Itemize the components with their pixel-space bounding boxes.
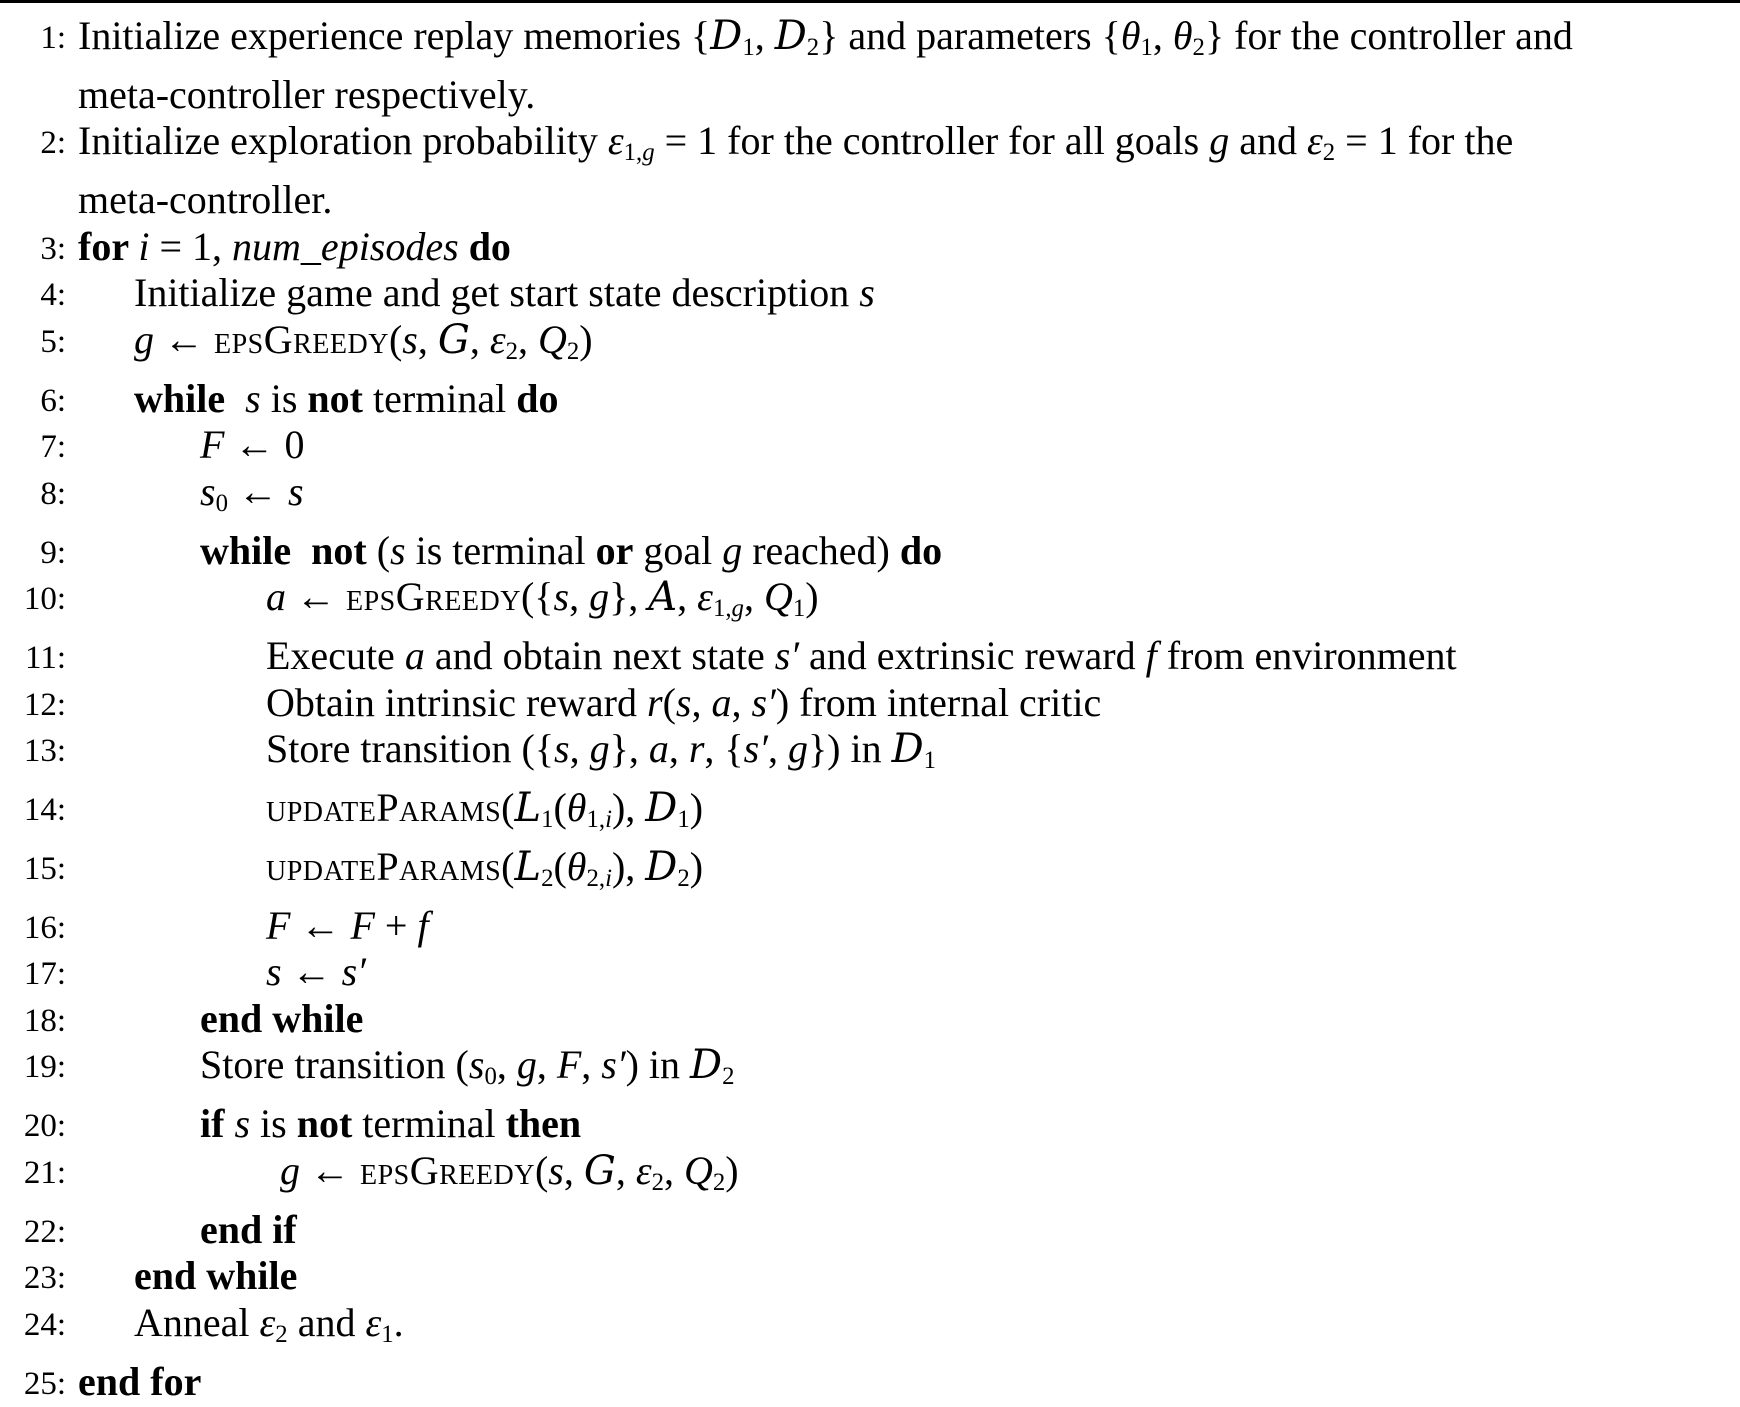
algorithm-line — [0, 118, 1740, 177]
code-segment-i: s — [554, 726, 570, 771]
code-segment-r: ( — [501, 844, 514, 889]
code-segment-b: for — [78, 224, 138, 269]
code-segment-r: ), — [612, 844, 645, 889]
line-number: 20: — [0, 1103, 66, 1150]
algorithm-line — [0, 422, 1740, 469]
algorithm-line — [0, 528, 1740, 575]
line-number: 4: — [0, 272, 66, 319]
code-segment-r: , — [755, 13, 775, 58]
code-segment-r: Initialize game and get start state description — [134, 270, 859, 315]
code-segment-sub: 2 — [1323, 140, 1335, 167]
code-segment-i: ε — [636, 1148, 652, 1193]
algorithm-lines — [0, 13, 1740, 1405]
code-segment-sub: 1 — [1140, 34, 1152, 61]
code-segment-i: s — [554, 574, 570, 619]
code-segment-sub: 2 — [275, 1321, 287, 1348]
code-segment-i: s — [245, 376, 261, 421]
code-segment-sub: 1, — [713, 595, 732, 622]
code-segment-b: do — [900, 528, 942, 573]
code-segment-r: , — [1153, 13, 1173, 58]
code-segment-b: end if — [200, 1207, 297, 1252]
code-segment-i: s — [859, 270, 875, 315]
code-segment-r: ( — [501, 785, 514, 830]
code-segment-sub: 0 — [484, 1064, 496, 1091]
code-segment-i: s — [676, 680, 692, 725]
code-segment-r: goal — [633, 528, 722, 573]
code-segment-i: g — [134, 317, 154, 362]
code-segment-r: }) in — [808, 726, 892, 771]
code-segment-r: , — [537, 1042, 557, 1087]
code-segment-i: θ — [1121, 13, 1141, 58]
algorithm-line — [0, 633, 1740, 680]
code-segment-r: ( — [535, 1148, 548, 1193]
code-segment-r: ← — [228, 469, 288, 514]
code-segment-i: s — [390, 528, 406, 573]
code-segment-i: r — [647, 680, 663, 725]
code-segment-sub: 1 — [677, 806, 689, 833]
algorithm-line — [0, 844, 1740, 903]
code-segment-r: Execute — [266, 633, 405, 678]
line-number: 16: — [0, 905, 66, 952]
code-segment-subi: g — [642, 140, 654, 167]
code-segment-cal: D — [645, 785, 677, 831]
code-segment-cal: D — [892, 726, 924, 772]
code-segment-i: θ — [1173, 13, 1193, 58]
code-segment-r: , — [470, 317, 490, 362]
code-segment-r: }, — [610, 726, 649, 771]
code-segment-r: is — [261, 376, 308, 421]
code-segment-i: g — [280, 1148, 300, 1193]
code-segment-b: end while — [200, 996, 363, 1041]
code-segment-r: is terminal — [406, 528, 596, 573]
code-segment-i: Q — [538, 317, 567, 362]
code-segment-i: s — [469, 1042, 485, 1087]
code-segment-r: ) — [690, 844, 703, 889]
code-segment-r: ), — [612, 785, 645, 830]
algorithm-line — [0, 1253, 1740, 1300]
code-segment-r: } for the controller and — [1205, 13, 1573, 58]
line-number: 7: — [0, 424, 66, 471]
code-segment-r: and — [1229, 118, 1307, 163]
code-segment-i: num_episodes — [232, 224, 459, 269]
code-segment-i: F — [266, 903, 290, 948]
line-number: 18: — [0, 998, 66, 1045]
code-segment-r: , — [616, 1148, 636, 1193]
line-number: 25: — [0, 1361, 66, 1407]
code-segment-r: and extrinsic reward — [799, 633, 1146, 678]
algorithm-line — [0, 996, 1740, 1043]
code-segment-i: ε — [260, 1300, 276, 1345]
code-segment-r: ( — [553, 844, 566, 889]
code-segment-r: Initialize exploration probability — [78, 118, 608, 163]
code-segment-r: is — [250, 1101, 297, 1146]
code-segment-r: ) in — [626, 1042, 690, 1087]
line-number: 23: — [0, 1255, 66, 1302]
code-segment-r: = 1 for the controller for all goals — [655, 118, 1210, 163]
code-segment-r: . — [394, 1300, 404, 1345]
algorithm-line — [0, 270, 1740, 317]
code-segment-cal: A — [648, 574, 677, 620]
code-segment-cal: G — [438, 317, 470, 363]
code-segment-b: do — [516, 376, 558, 421]
code-segment-i: g — [722, 528, 742, 573]
line-number: 12: — [0, 682, 66, 729]
code-segment-sub: 2, — [586, 865, 605, 892]
code-segment-r: ← — [282, 949, 342, 994]
code-segment-sc: updateParams — [266, 844, 501, 889]
code-segment-r: Store transition ( — [200, 1042, 469, 1087]
code-segment-r: ← 0 — [224, 422, 304, 467]
line-number: 17: — [0, 951, 66, 998]
code-segment-i: s — [234, 1101, 250, 1146]
code-segment-b: do — [459, 224, 511, 269]
line-number: 11: — [0, 635, 66, 682]
code-segment-b: end while — [134, 1253, 297, 1298]
algorithm-line — [0, 469, 1740, 528]
code-segment-r: , — [570, 726, 590, 771]
code-segment-cal: L — [515, 844, 542, 890]
code-segment-i: g — [589, 574, 609, 619]
code-segment-b: while — [134, 376, 235, 421]
code-segment-sub: 2 — [541, 865, 553, 892]
code-segment-sub: 2 — [713, 1169, 725, 1196]
code-segment-subi: i — [605, 806, 612, 833]
code-segment-sub: 1 — [742, 34, 754, 61]
code-segment-r: }, — [609, 574, 648, 619]
algorithm-line — [0, 949, 1740, 996]
code-segment-r: ← — [300, 1148, 360, 1193]
line-number: 21: — [0, 1150, 66, 1197]
code-segment-sub: 2 — [652, 1169, 664, 1196]
code-segment-r: , — [669, 726, 689, 771]
code-segment-r: from environment — [1157, 633, 1457, 678]
code-segment-i: g — [517, 1042, 537, 1087]
code-segment-sc: epsGreedy — [360, 1148, 535, 1193]
code-segment-sub: 1 — [924, 747, 936, 774]
code-segment-r — [235, 376, 245, 421]
code-segment-r: Store transition ({ — [266, 726, 554, 771]
algorithm-line — [0, 13, 1740, 72]
code-segment-sub: 1 — [381, 1321, 393, 1348]
line-number: 15: — [0, 846, 66, 893]
code-segment-b: end for — [78, 1359, 201, 1404]
code-segment-i: ε — [697, 574, 713, 619]
code-segment-i: s′ — [751, 680, 775, 725]
line-number: 5: — [0, 319, 66, 366]
code-segment-r: ( — [553, 785, 566, 830]
algorithm-line-continuation — [0, 177, 1740, 224]
code-segment-i: s′ — [744, 726, 768, 771]
algorithm-line — [0, 224, 1740, 271]
code-segment-r: } and parameters — [819, 13, 1101, 58]
line-number: 9: — [0, 530, 66, 577]
code-segment-i: r — [689, 726, 705, 771]
code-segment-i: ε — [1307, 118, 1323, 163]
code-segment-i: s — [288, 469, 304, 514]
code-segment-i: F — [200, 422, 224, 467]
code-segment-i: Q — [684, 1148, 713, 1193]
code-segment-i: f — [1146, 633, 1157, 678]
code-segment-cal: D — [690, 1042, 722, 1088]
code-segment-r: and obtain next state — [425, 633, 775, 678]
algorithm-line — [0, 1207, 1740, 1254]
code-segment-r: , — [569, 574, 589, 619]
code-segment-r: Anneal — [134, 1300, 260, 1345]
code-segment-r: , — [691, 680, 711, 725]
code-segment-r: ← — [154, 317, 214, 362]
code-segment-r: { — [691, 13, 710, 58]
code-segment-subi: i — [605, 865, 612, 892]
code-segment-r: ( — [389, 317, 402, 362]
code-segment-i: g — [788, 726, 808, 771]
algorithm-line — [0, 903, 1740, 950]
line-number: 22: — [0, 1209, 66, 1256]
code-segment-r: terminal — [352, 1101, 505, 1146]
code-segment-b: while not — [200, 528, 377, 573]
code-segment-cal: D — [775, 13, 807, 59]
code-segment-b: not — [307, 376, 363, 421]
code-segment-i: ε — [608, 118, 624, 163]
code-segment-r: reached) — [742, 528, 900, 573]
code-segment-sub: 2 — [677, 865, 689, 892]
code-segment-i: θ — [567, 844, 587, 889]
line-number: 19: — [0, 1044, 66, 1091]
code-segment-i: s — [548, 1148, 564, 1193]
code-segment-i: a — [711, 680, 731, 725]
algorithm-line — [0, 1148, 1740, 1207]
code-segment-sub: 2 — [722, 1064, 734, 1091]
code-segment-sub: 2 — [567, 338, 579, 365]
code-segment-r: ( — [663, 680, 676, 725]
line-number: 1: — [0, 15, 66, 62]
algorithm-line — [0, 317, 1740, 376]
code-segment-r: ) — [579, 317, 592, 362]
algorithm-line — [0, 1359, 1740, 1406]
code-segment-i: Q — [764, 574, 793, 619]
code-segment-i: a — [405, 633, 425, 678]
line-number: 14: — [0, 787, 66, 834]
code-segment-sc: epsGreedy — [214, 317, 389, 362]
code-segment-r: = 1 for the — [1335, 118, 1513, 163]
line-number: 6: — [0, 378, 66, 425]
code-segment-r: ) — [805, 574, 818, 619]
code-segment-r: ({ — [521, 574, 554, 619]
code-segment-i: s — [266, 949, 282, 994]
code-segment-sub: 1, — [624, 140, 643, 167]
code-segment-i: s′ — [601, 1042, 625, 1087]
code-segment-i: F — [350, 903, 374, 948]
code-segment-r: , — [581, 1042, 601, 1087]
code-segment-i: s′ — [342, 949, 366, 994]
code-segment-i: a — [266, 574, 286, 619]
line-number: 24: — [0, 1302, 66, 1349]
code-segment-cal: D — [710, 13, 742, 59]
algorithm-line — [0, 376, 1740, 423]
code-segment-b: not — [297, 1101, 353, 1146]
code-segment-r: { — [1102, 13, 1121, 58]
code-segment-sub: 2 — [807, 34, 819, 61]
algorithm-line-continuation — [0, 72, 1740, 119]
code-segment-sub: 0 — [216, 490, 228, 517]
code-segment-i: a — [649, 726, 669, 771]
code-segment-r: meta-controller. — [78, 177, 332, 222]
code-segment-sub: 1, — [586, 806, 605, 833]
code-segment-r: , — [564, 1148, 584, 1193]
code-segment-r: Obtain intrinsic reward — [266, 680, 647, 725]
code-segment-r: terminal — [363, 376, 516, 421]
code-segment-sub: 2 — [506, 338, 518, 365]
code-segment-i: i — [138, 224, 149, 269]
code-segment-r: meta-controller respectively. — [78, 72, 535, 117]
code-segment-r: , — [731, 680, 751, 725]
code-segment-b: then — [506, 1101, 582, 1146]
code-segment-i: s — [200, 469, 216, 514]
algorithm-line — [0, 726, 1740, 785]
code-segment-cal: L — [515, 785, 542, 831]
code-segment-i: θ — [567, 785, 587, 830]
algorithm-line — [0, 785, 1740, 844]
code-segment-r: = 1, — [149, 224, 232, 269]
code-segment-r: , — [518, 317, 538, 362]
code-segment-r: , { — [704, 726, 743, 771]
code-segment-i: f — [417, 903, 428, 948]
code-segment-sub: 1 — [541, 806, 553, 833]
code-segment-r: , — [497, 1042, 517, 1087]
code-segment-i: ε — [365, 1300, 381, 1345]
code-segment-r: Initialize experience replay memories — [78, 13, 691, 58]
code-segment-r: , — [744, 574, 764, 619]
algorithm-line — [0, 574, 1740, 633]
code-segment-r: ← — [286, 574, 346, 619]
code-segment-b: if — [200, 1101, 234, 1146]
code-segment-r: + — [375, 903, 418, 948]
code-segment-i: F — [557, 1042, 581, 1087]
code-segment-r: , — [768, 726, 788, 771]
code-segment-i: s′ — [775, 633, 799, 678]
code-segment-sub: 1 — [793, 595, 805, 622]
code-segment-subi: g — [732, 595, 744, 622]
code-segment-i: ε — [490, 317, 506, 362]
code-segment-r: , — [664, 1148, 684, 1193]
line-number: 3: — [0, 226, 66, 273]
algorithm-listing — [0, 3, 1740, 1405]
code-segment-sc: epsGreedy — [346, 574, 521, 619]
line-number: 8: — [0, 471, 66, 518]
code-segment-b: or — [596, 528, 634, 573]
code-segment-i: s — [402, 317, 418, 362]
line-number: 2: — [0, 120, 66, 167]
code-segment-r: ( — [377, 528, 390, 573]
line-number: 13: — [0, 728, 66, 775]
code-segment-i: g — [1209, 118, 1229, 163]
code-segment-sc: updateParams — [266, 785, 501, 830]
code-segment-r: ) from internal critic — [776, 680, 1101, 725]
code-segment-r: , — [418, 317, 438, 362]
line-number: 10: — [0, 576, 66, 623]
code-segment-r: ← — [290, 903, 350, 948]
code-segment-r: and — [288, 1300, 366, 1345]
code-segment-r: , — [677, 574, 697, 619]
code-segment-r: ) — [725, 1148, 738, 1193]
code-segment-cal: D — [645, 844, 677, 890]
code-segment-i: g — [590, 726, 610, 771]
algorithm-line — [0, 1042, 1740, 1101]
algorithm-line — [0, 680, 1740, 727]
algorithm-line — [0, 1101, 1740, 1148]
code-segment-r: ) — [690, 785, 703, 830]
code-segment-cal: G — [584, 1148, 616, 1194]
code-segment-sub: 2 — [1193, 34, 1205, 61]
algorithm-line — [0, 1300, 1740, 1359]
